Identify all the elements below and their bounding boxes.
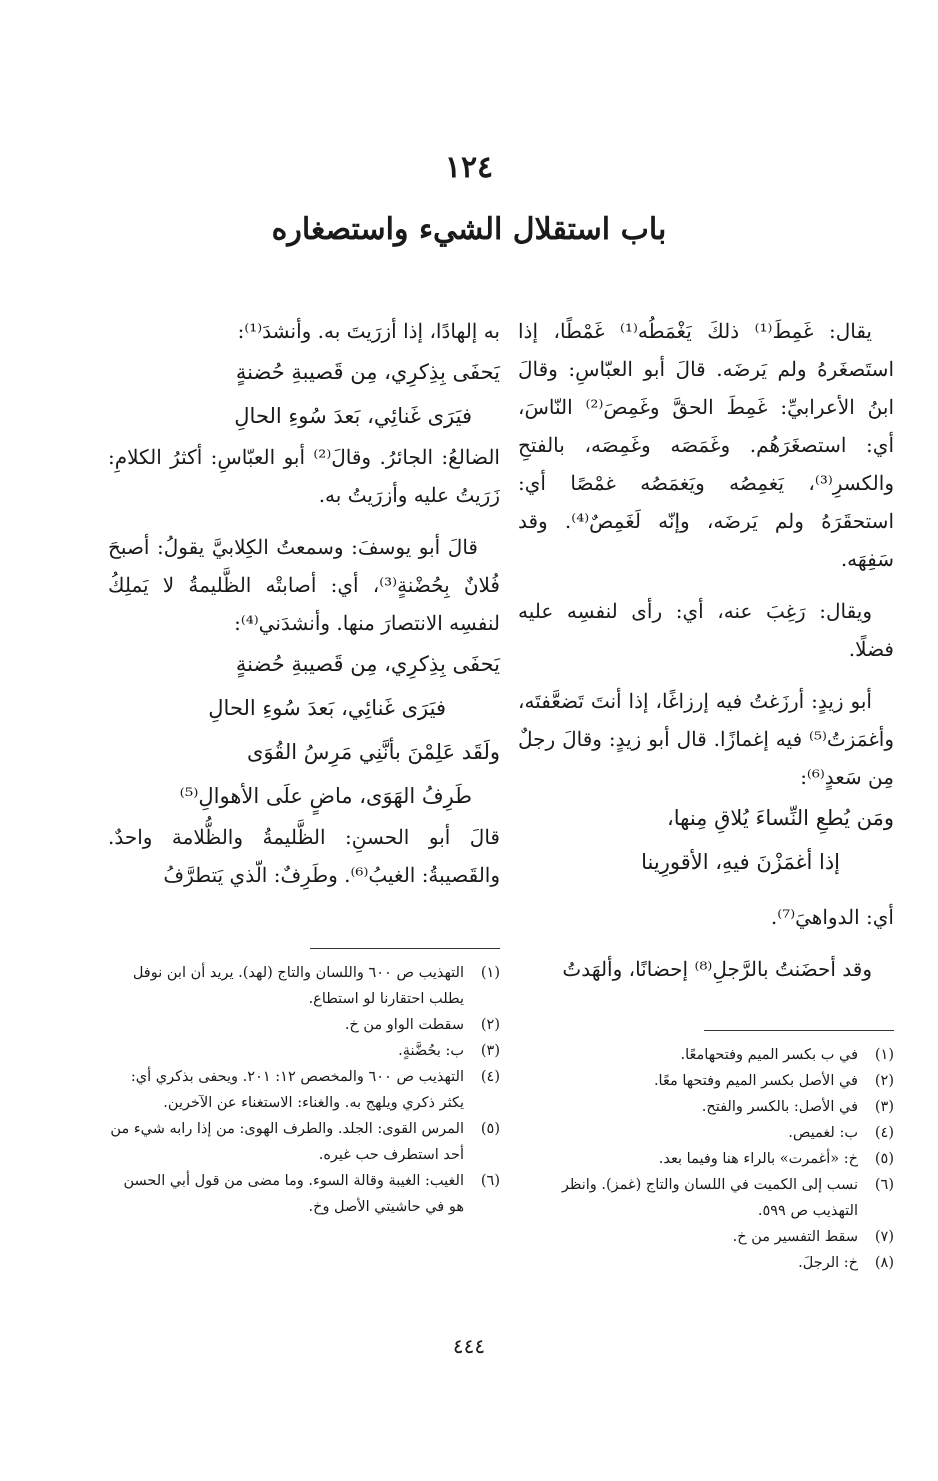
footnote [108, 1064, 500, 1116]
right-column [518, 312, 894, 988]
chapter-number: ١٢٤ [444, 150, 494, 185]
footnote-text: التهذيب ص ٦٠٠ واللسان والتاج (لهد). يريد أن ابن نوفل يطلب احتقارنا لو استطاع. [132, 965, 464, 1007]
footnote-number: (١) [874, 1047, 894, 1063]
footnote-number: (٣) [874, 1099, 894, 1115]
footnote [108, 1116, 500, 1168]
footnote-number: (١) [480, 965, 500, 981]
footnote-number: (٢) [874, 1073, 894, 1089]
footnote-number: (٥) [874, 1151, 894, 1167]
verse-line: ومَن يُطعِ النِّساءَ يُلاقِ مِنها، [666, 806, 894, 830]
footnote-divider-right [704, 1030, 894, 1031]
footnote-number: (٧) [874, 1229, 894, 1245]
footnote-text: سقط التفسير من خ. [732, 1229, 858, 1245]
paragraph: أبو زيدٍ: أرزَغتُ فيه إرزاغًا، إذا أنتَ تَضعَّفتَه، وأغمَزتُ⁽⁵⁾ فيه إغمازًا. قال أبو زيدٍ: وقالَ رجلٌ مِن سَعدٍ⁽⁶⁾: [518, 689, 894, 789]
paragraph: قالَ أبو يوسفَ: وسمعتُ الكِلابيَّ يقولُ: أصبحَ فُلانٌ بِحُضْنةٍ⁽³⁾، أي: أصابتْه الظَّليمةُ لا يَملِكُ لنفسِه الانتصارَ منها. وأنشدَني⁽⁴⁾: [108, 535, 500, 635]
footnote-text: خ: «أغمرت» بالراء هنا وفيما بعد. [658, 1151, 858, 1167]
footnote-text: خ: الرجلَ. [798, 1255, 858, 1271]
paragraph: قالَ أبو الحسنِ: الظَّليمةُ والظُّلامة واحدٌ. والقَصيبةُ: الغيبُ⁽⁶⁾. وطَرِفٌ: الّذي يَتطرَّفُ [108, 825, 500, 887]
footnote-number: (٤) [480, 1069, 500, 1085]
footnote [518, 1224, 894, 1250]
footnote [518, 1120, 894, 1146]
footnote-text: التهذيب ص ٦٠٠ والمخصص ١٢: ٢٠١. ويحفى بذكري أي: يكثر ذكري ويلهج به. والغناء: الاستغناء عن الآخرين. [130, 1069, 464, 1111]
page-number: ٤٤٤ [452, 1334, 486, 1358]
paragraph: الضالعُ: الجائرُ. وقالَ⁽²⁾ أبو العبّاسِ: أكثرُ الكلامِ: زَرَيتُ عليه وأزرَيتُ به. [108, 445, 500, 507]
verse-line: يَحفَى بِذِكرِي، مِن قَصيبةِ حُضنةٍ [235, 360, 500, 384]
footnote-number: (٤) [874, 1125, 894, 1141]
footnote-divider-left [310, 948, 500, 949]
footnotes-left [108, 960, 500, 1220]
verse-line: يَحفَى بِذِكرِي، مِن قَصيبةِ حُضنةٍ [235, 652, 500, 676]
verse-line: فيَرَى غَنائِي، بَعدَ سُوءِ الحالِ [208, 696, 446, 720]
footnote [108, 1038, 500, 1064]
paragraph: يقال: غَمِطَ⁽¹⁾ ذلكَ يَغْمَطُه⁽¹⁾ غَمْطًا، إذا استَصغَرهُ ولم يَرضَه. قالَ أبو العبّاسِ: وقالَ ابنُ الأعرابيِّ: غَمِطَ الحقَّ وغَمِصَ⁽²⁾ النّاسَ، أي: استصغَرَهُم. وغَمَصَه وغَمِصَه، بالفتحِ والكسرِ⁽³⁾، يَغمِصُه ويَغمَصُه غمْصًا أي: استحقَرَهُ ولم يَرضَه، وإنّه لَغَمِصٌ⁽⁴⁾. وقد سَفِهَه. [518, 319, 895, 571]
footnote [108, 1168, 500, 1220]
footnote [518, 1172, 894, 1224]
footnote-text: في الأصل بكسر الميم وفتحها معًا. [653, 1073, 858, 1089]
verse-line: إذا أغمَزْنَ فيهِ، الأقورِينا [641, 850, 840, 874]
verse-line: فيَرَى غَنائِي، بَعدَ سُوءِ الحالِ [234, 404, 472, 428]
footnote-text: سقطت الواو من خ. [344, 1017, 464, 1033]
footnote-number: (٨) [874, 1255, 894, 1271]
verse-line: ولَقَد عَلِمْنَ بأنَّنِي مَرِسُ القُوَى [246, 740, 500, 764]
footnote [518, 1146, 894, 1172]
footnote [518, 1250, 894, 1276]
footnote [518, 1068, 894, 1094]
left-column [108, 312, 500, 894]
footnote-text: في ب بكسر الميم وفتحهامعًا. [680, 1047, 858, 1063]
footnote-text: الغيب: الغيبة وقالة السوء. وما مضى من قول أبي الحسن هو في حاشيتي الأصل وخ. [123, 1173, 464, 1215]
footnote [518, 1042, 894, 1068]
paragraph: أي: الدواهيَ⁽⁷⁾. [770, 905, 894, 929]
chapter-title: باب استقلال الشيء واستصغاره [271, 212, 667, 247]
paragraph: به إلهادًا، إذا أزرَيتَ به. وأنشدَ⁽¹⁾: [237, 319, 500, 343]
footnotes-right [518, 1042, 894, 1276]
footnote-number: (٦) [480, 1173, 500, 1189]
footnote [108, 1012, 500, 1038]
paragraph: وقد أحضَنتُ بالرَّجلِ⁽⁸⁾ إحضانًا، وألهَدتُ [562, 957, 872, 981]
footnote-text: ب: لغميص. [788, 1125, 858, 1141]
footnote-text: المرس القوى: الجلد. والطرف الهوى: من إذا رابه شيء من أحد استطرف حب غيره. [110, 1121, 464, 1163]
paragraph: ويقال: رَغِبَ عنه، أي: رأى لنفسِه عليه فضلًا. [518, 599, 894, 661]
footnote-text: نسب إلى الكميت في اللسان والتاج (غمز). وانظر التهذيب ص ٥٩٩. [561, 1177, 858, 1219]
footnote-number: (٢) [480, 1017, 500, 1033]
footnote-number: (٣) [480, 1043, 500, 1059]
footnote-text: ب: بحُضَّنةٍ. [398, 1043, 464, 1059]
footnote [108, 960, 500, 1012]
verse-line: طَرِفُ الهَوَى، ماضٍ علَى الأهوالِ⁽⁵⁾ [179, 784, 472, 808]
footnote-number: (٦) [874, 1177, 894, 1193]
footnote-number: (٥) [480, 1121, 500, 1137]
footnote-text: في الأصل: بالكسر والفتح. [701, 1099, 858, 1115]
footnote [518, 1094, 894, 1120]
